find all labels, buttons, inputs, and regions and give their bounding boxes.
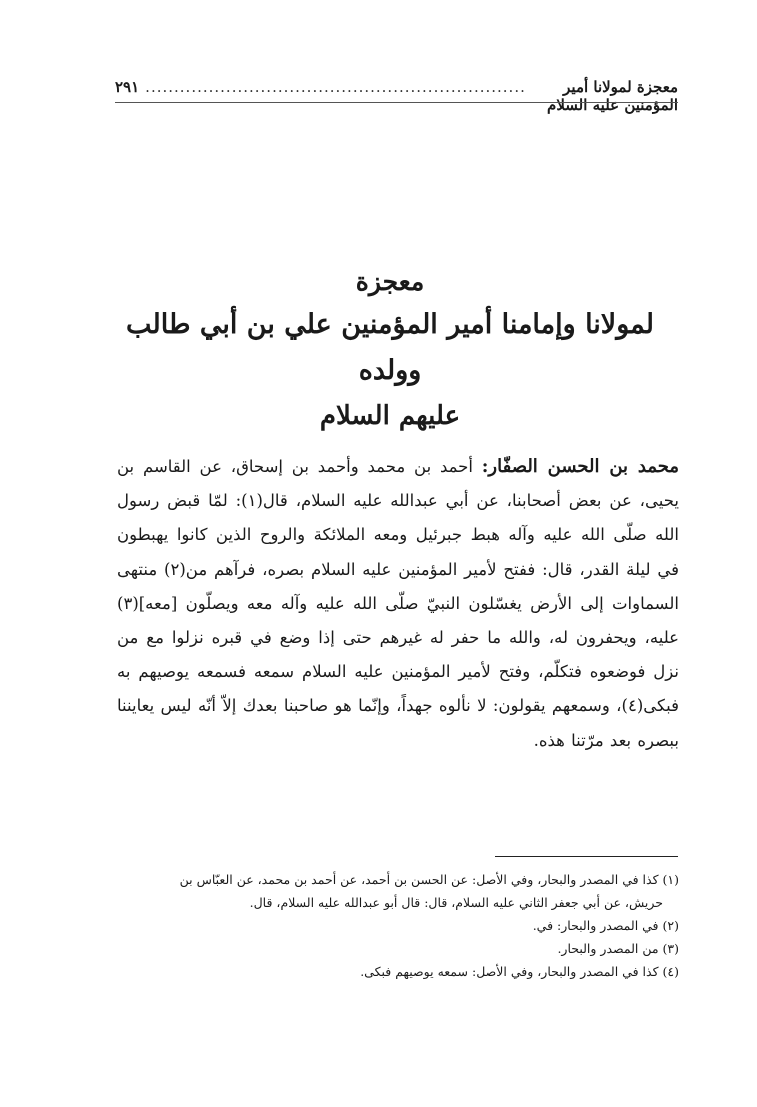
footnote-1-continuation: حريش، عن أبي جعفر الثاني عليه السلام، قال: قال أبو عبدالله عليه السلام، قال. [249, 895, 663, 910]
footnote-separator [495, 856, 678, 857]
header-rule [115, 102, 678, 103]
page-number: ٢٩١ [115, 78, 140, 96]
title-line-2: لمولانا وإمامنا أمير المؤمنين علي بن أبي طالب وولده [126, 309, 654, 386]
chapter-title [100, 262, 680, 438]
header-dot-leader: .................................................................. [145, 78, 526, 96]
body-paragraph [117, 450, 679, 758]
footnotes [117, 868, 679, 983]
title-line-1: معجزة [355, 267, 425, 296]
footnote-1: (١) كذا في المصدر والبحار، وفي الأصل: عن الحسن بن أحمد، عن أحمد بن محمد، عن العبّاس بن [179, 872, 679, 887]
header-title: معجزة لمولانا أمير المؤمنين عليه السلام [547, 78, 678, 114]
narration-text: أحمد بن محمد وأحمد بن إسحاق، عن القاسم بن يحيى، عن بعض أصحابنا، عن أبي عبدالله عليه السلام، قال(١): لمّا قبض رسول الله صلّى الله عليه وآله هبط جبرئيل ومعه الملائكة والروح الذين كانوا يهبطون في ليلة القدر، قال: ففتح لأمير المؤمنين عليه السلام بصره، فرآهم من(٢) منتهى السماوات إلى الأرض يغسّلون النبيّ صلّى الله عليه وآله معه ويصلّون [معه](٣) عليه، ويحفرون له، والله ما حفر له غيرهم حتى إذا وضع في قبره نزلوا مع من نزل فوضعوه فتكلّم، وفتح لأمير المؤمنين عليه السلام سمعه فسمعه يوصيهم به فبكى(٤)، وسمعهم يقولون: لا نألوه جهداً، وإنّما هو صاحبنا بعدك إلاّ أنّه ليس يعايننا ببصره بعد مرّتنا هذه. [117, 457, 680, 750]
footnote-4: (٤) كذا في المصدر والبحار، وفي الأصل: سمعه يوصيهم فبكى. [360, 964, 679, 979]
running-header [115, 78, 678, 114]
title-line-3: عليهم السلام [319, 401, 461, 431]
narrator-name: محمد بن الحسن الصفّار: [481, 456, 679, 477]
footnote-3: (٣) من المصدر والبحار. [557, 941, 679, 956]
footnote-2: (٢) في المصدر والبحار: في. [532, 918, 679, 933]
